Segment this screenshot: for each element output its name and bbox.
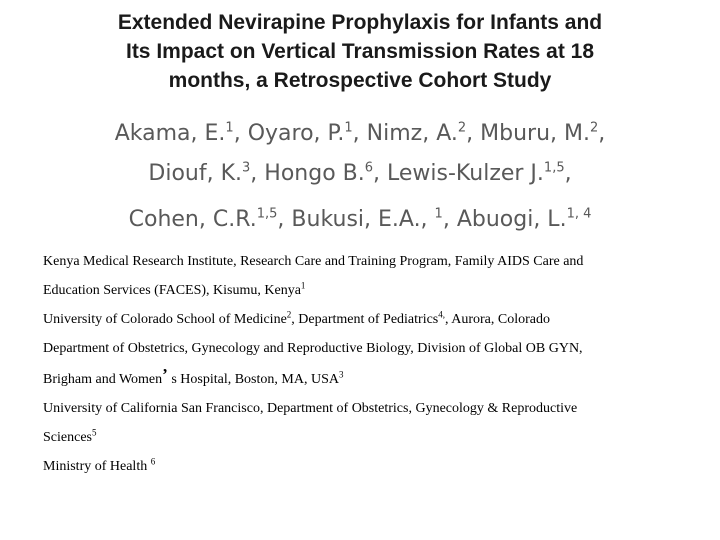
author-line xyxy=(20,200,700,240)
author-separator: , xyxy=(598,121,606,146)
affiliation-number: 5 xyxy=(91,427,97,438)
author-affiliation-number: 1 xyxy=(344,120,353,136)
affiliation-line xyxy=(43,423,703,452)
author-separator: , xyxy=(466,121,481,146)
author-name: Hongo B. xyxy=(264,161,365,186)
affiliation-text: Sciences xyxy=(43,430,92,445)
affiliation-text: University of Colorado School of Medicine xyxy=(43,312,287,327)
author-separator: , xyxy=(373,161,388,186)
author-affiliation-number: 3 xyxy=(242,160,251,176)
affiliation-text: , Aurora, Colorado xyxy=(445,312,550,327)
author-separator: , xyxy=(277,207,292,232)
affiliation-text: Brigham and Women xyxy=(43,372,163,387)
affiliation-text: Education Services (FACES), Kisumu, Kenya xyxy=(43,283,301,298)
author-affiliation-number: 6 xyxy=(364,160,374,176)
author-name: Bukusi, E.A., xyxy=(291,207,435,232)
affiliation-text: s Hospital, Boston, MA, USA xyxy=(167,372,339,387)
author-name: Cohen, C.R. xyxy=(128,207,257,232)
affiliation-text: Ministry of Health xyxy=(43,459,151,474)
affiliation-text: , Department of Pediatrics xyxy=(291,312,439,327)
title-line: months, a Retrospective Cohort Study xyxy=(168,69,552,92)
author-name: Abuogi, L. xyxy=(456,207,567,232)
affiliation-list xyxy=(43,247,703,481)
author-affiliation-number: 1,5 xyxy=(543,160,565,176)
author-separator: , xyxy=(233,121,248,146)
author-affiliation-number: 1, 4 xyxy=(566,206,592,222)
affiliation-line: Department of Obstetrics, Gynecology and Reproductive Biology, Division of Global OB GYN, xyxy=(43,341,583,356)
affiliation-line: Kenya Medical Research Institute, Research Care and Training Program, Family AIDS Care and xyxy=(43,254,584,269)
title-line: Its Impact on Vertical Transmission Rates at 18 xyxy=(125,40,595,63)
author-line xyxy=(20,154,700,194)
author-separator: , xyxy=(442,207,457,232)
author-name: Mburu, M. xyxy=(480,121,590,146)
author-line xyxy=(20,114,700,154)
author-separator: , xyxy=(564,161,572,186)
title-line: Extended Nevirapine Prophylaxis for Infants and xyxy=(117,11,603,34)
author-affiliation-number: 1,5 xyxy=(256,206,278,222)
author-name: Oyaro, P. xyxy=(247,121,345,146)
affiliation-number: 4, xyxy=(438,309,445,320)
author-name: Diouf, K. xyxy=(148,161,242,186)
affiliation-line xyxy=(43,276,703,305)
author-name: Lewis-Kulzer J. xyxy=(387,161,544,186)
author-name: Akama, E. xyxy=(114,121,226,146)
affiliation-line xyxy=(43,363,703,394)
author-separator: , xyxy=(250,161,265,186)
author-separator: , xyxy=(352,121,367,146)
affiliation-apostrophe: ’ xyxy=(162,365,168,384)
affiliation-number: 3 xyxy=(338,369,344,380)
affiliation-line: University of California San Francisco, Department of Obstetrics, Gynecology & Reproductive xyxy=(43,401,578,416)
affiliation-number: 2 xyxy=(286,309,292,320)
author-affiliation-number: 1 xyxy=(225,120,234,136)
affiliation-line xyxy=(43,305,703,334)
affiliation-number: 1 xyxy=(300,280,306,291)
affiliation-number: 6 xyxy=(150,456,156,467)
slide-title xyxy=(30,8,690,95)
author-affiliation-number: 1 xyxy=(434,206,443,222)
author-name: Nimz, A. xyxy=(366,121,458,146)
author-affiliation-number: 2 xyxy=(589,120,599,136)
author-list xyxy=(20,114,700,240)
author-affiliation-number: 2 xyxy=(457,120,467,136)
affiliation-line xyxy=(43,452,703,481)
